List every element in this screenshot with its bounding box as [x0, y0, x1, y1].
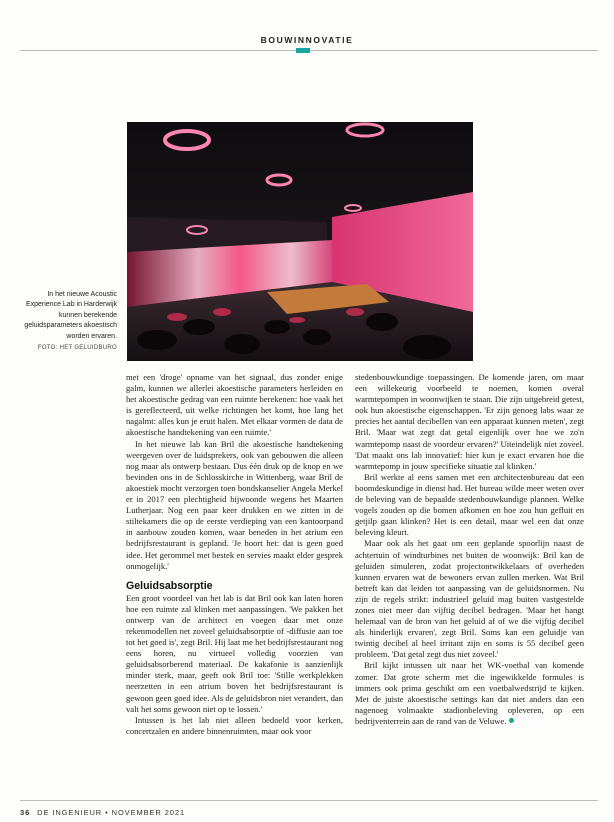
- paragraph: Bril werkte al eens samen met een architectenbureau dat een boomdeskundige in dienst had. Het bureau wilde meer weten over de beleving van de bepaalde stedenbouwkundige plannen. Welke vogels zouden op die bomen afkomen en hoe zou hun gefluit en getjilp gaan klinken? Het is een detail, maar wel een dat onze beleving kleurt.: [355, 471, 584, 538]
- paragraph: Maar ook als het gaat om een geplande spoorlijn naast de achtertuin of windturbines net buiten de woonwijk: Bril kan de geluiden simuleren, zodat projectontwikkelaars of overheden kunnen ervaren wat de bewoners ervan zullen merken. Wat Bril betreft kan dat leiden tot aanpassing van de geluidsnormen. Nu zijn de regels strikt: industrieel geluid mag buiten vastgestelde zones niet meer dan vijftig decibel bedragen. 'Maar het hangt helemaal van de bron van het geluid af of we die vijftig decibel als hinderlijk ervaren', zegt Bril. Soms kan een geluidje van twintig decibel al heel irritant zijn en soms is 55 decibel geen probleem. 'Dat getal zegt dus niet zoveel.': [355, 538, 584, 660]
- caption-text: In het nieuwe Acoustic Experience Lab in Harderwijk kunnen berekende geluidsparameters akoestisch worden ervaren.: [24, 291, 117, 340]
- paragraph: met een 'droge' opname van het signaal, dus zonder enige galm, kunnen we allerlei akoestische parameters herleiden en het akoestische gedrag van een ruimte berekenen: hoe vaak het is gereflecteerd, uit welke richtingen het komt, hoe lang het nagalmt: alles kun je eruit halen. Met elkaar vormen de data de akoestische handtekening van een ruimte.': [126, 372, 343, 438]
- paragraph: In het nieuwe lab kan Bril die akoestische handtekening weergeven over de luidsprekers, ook van gebouwen die alleen nog maar als ontwerp bestaan. Dus één druk op de knop en we bevinden ons in de Schlosskirche in Wittenberg, waar Bril de akoestiek mocht verzorgen toen bondskanselier Angela Merkel er in 2017 een plechtigheid bijwoonde wegens het Maarten Lutherjaar. Nog een paar keer drukken en we zitten in de stiltekamers die op de eerste verdieping van een kantoorpand in aanbouw zouden komen, waar beneden in het atrium een bedrijfsrestaurant is gepland. 'Je hoort het: dat is geen goed idee. Het gerommel met bestek en servies maakt elder gesprek onmogelijk.': [126, 438, 343, 571]
- footer-separator: •: [105, 808, 109, 817]
- section-label: BOUWINNOVATIE: [260, 35, 354, 45]
- paragraph: Een groot voordeel van het lab is dat Bril ook kan laten horen hoe een ruimte zal klinken met aanpassingen. 'We pakken het ontwerp van de architect en voegen daar met onze rekenmodellen net zoveel geluidsabsorptie of -diffusie aan toe tot het goed is', zegt Bril. Hij laat me het bedrijfsrestaurant nog eens horen, nu virtueel volledig voorzien van geluidsabsorberend materiaal. De kakafonie is aanzienlijk minder sterk, maar, geeft ook Bril toe: 'Stille werkplekken neerzetten in een atrium boven het bedrijfsrestaurant is gewoon geen goed idee. Als de geluidsbron niet verandert, dan valt het soms gewoon niet op te lossen.': [126, 592, 343, 714]
- subheading: Geluidsabsorptie: [126, 579, 213, 592]
- page-number: 36: [20, 808, 31, 817]
- paragraph-last: [355, 660, 584, 727]
- end-mark-icon: [509, 718, 514, 723]
- text-column-right: [355, 372, 584, 727]
- paragraph: stedenbouwkundige toepassingen. De komende jaren, om maar een willekeurig voorbeeld te noemen, komen overal warmtepompen in woonwijken te staan. Die zijn uitgebreid getest, ook hun akoestische eigenschappen. 'Er zijn genoeg labs waar ze precies het aantal decibellen van een apparaat kunnen meten', zegt Bril. 'Maar wat zegt dat getal eigenlijk over hoe we zo'n warmtepomp naast de voordeur ervaren?' Uiteindelijk niet zoveel. 'Dat maakt ons lab innovatief: hier kun je exact ervaren hoe die warmtepomp in jouw specifieke situatie zal klinken.': [355, 372, 584, 471]
- lab-photo: [127, 122, 473, 361]
- paragraph-text: Bril kijkt intussen uit naar het WK-voetbal van komende zomer. Dat grote scherm met die ingewikkelde formules is immers ook prima geschikt om een voetbalwedstrijd te kijken. Met de juiste akoestische settings kan dat niet anders dan een nagenoeg volmaakte stadionbeleving opleveren, op een bedrijventerrein aan de rand van de Veluwe.: [355, 660, 584, 726]
- text-column-left: [126, 372, 343, 737]
- issue-date: NOVEMBER 2021: [111, 808, 186, 817]
- photo-caption: [22, 290, 117, 353]
- header-accent-mark: [296, 48, 310, 53]
- photo-credit: FOTO: HET GELUIDBURO: [37, 345, 117, 352]
- page-footer: [20, 808, 185, 817]
- footer-rule: [20, 800, 598, 801]
- publication-name: DE INGENIEUR: [37, 808, 103, 817]
- paragraph: Intussen is het lab niet alleen bedoeld voor kerken, concertzalen en andere binnenruimten, maar ook voor: [126, 714, 343, 736]
